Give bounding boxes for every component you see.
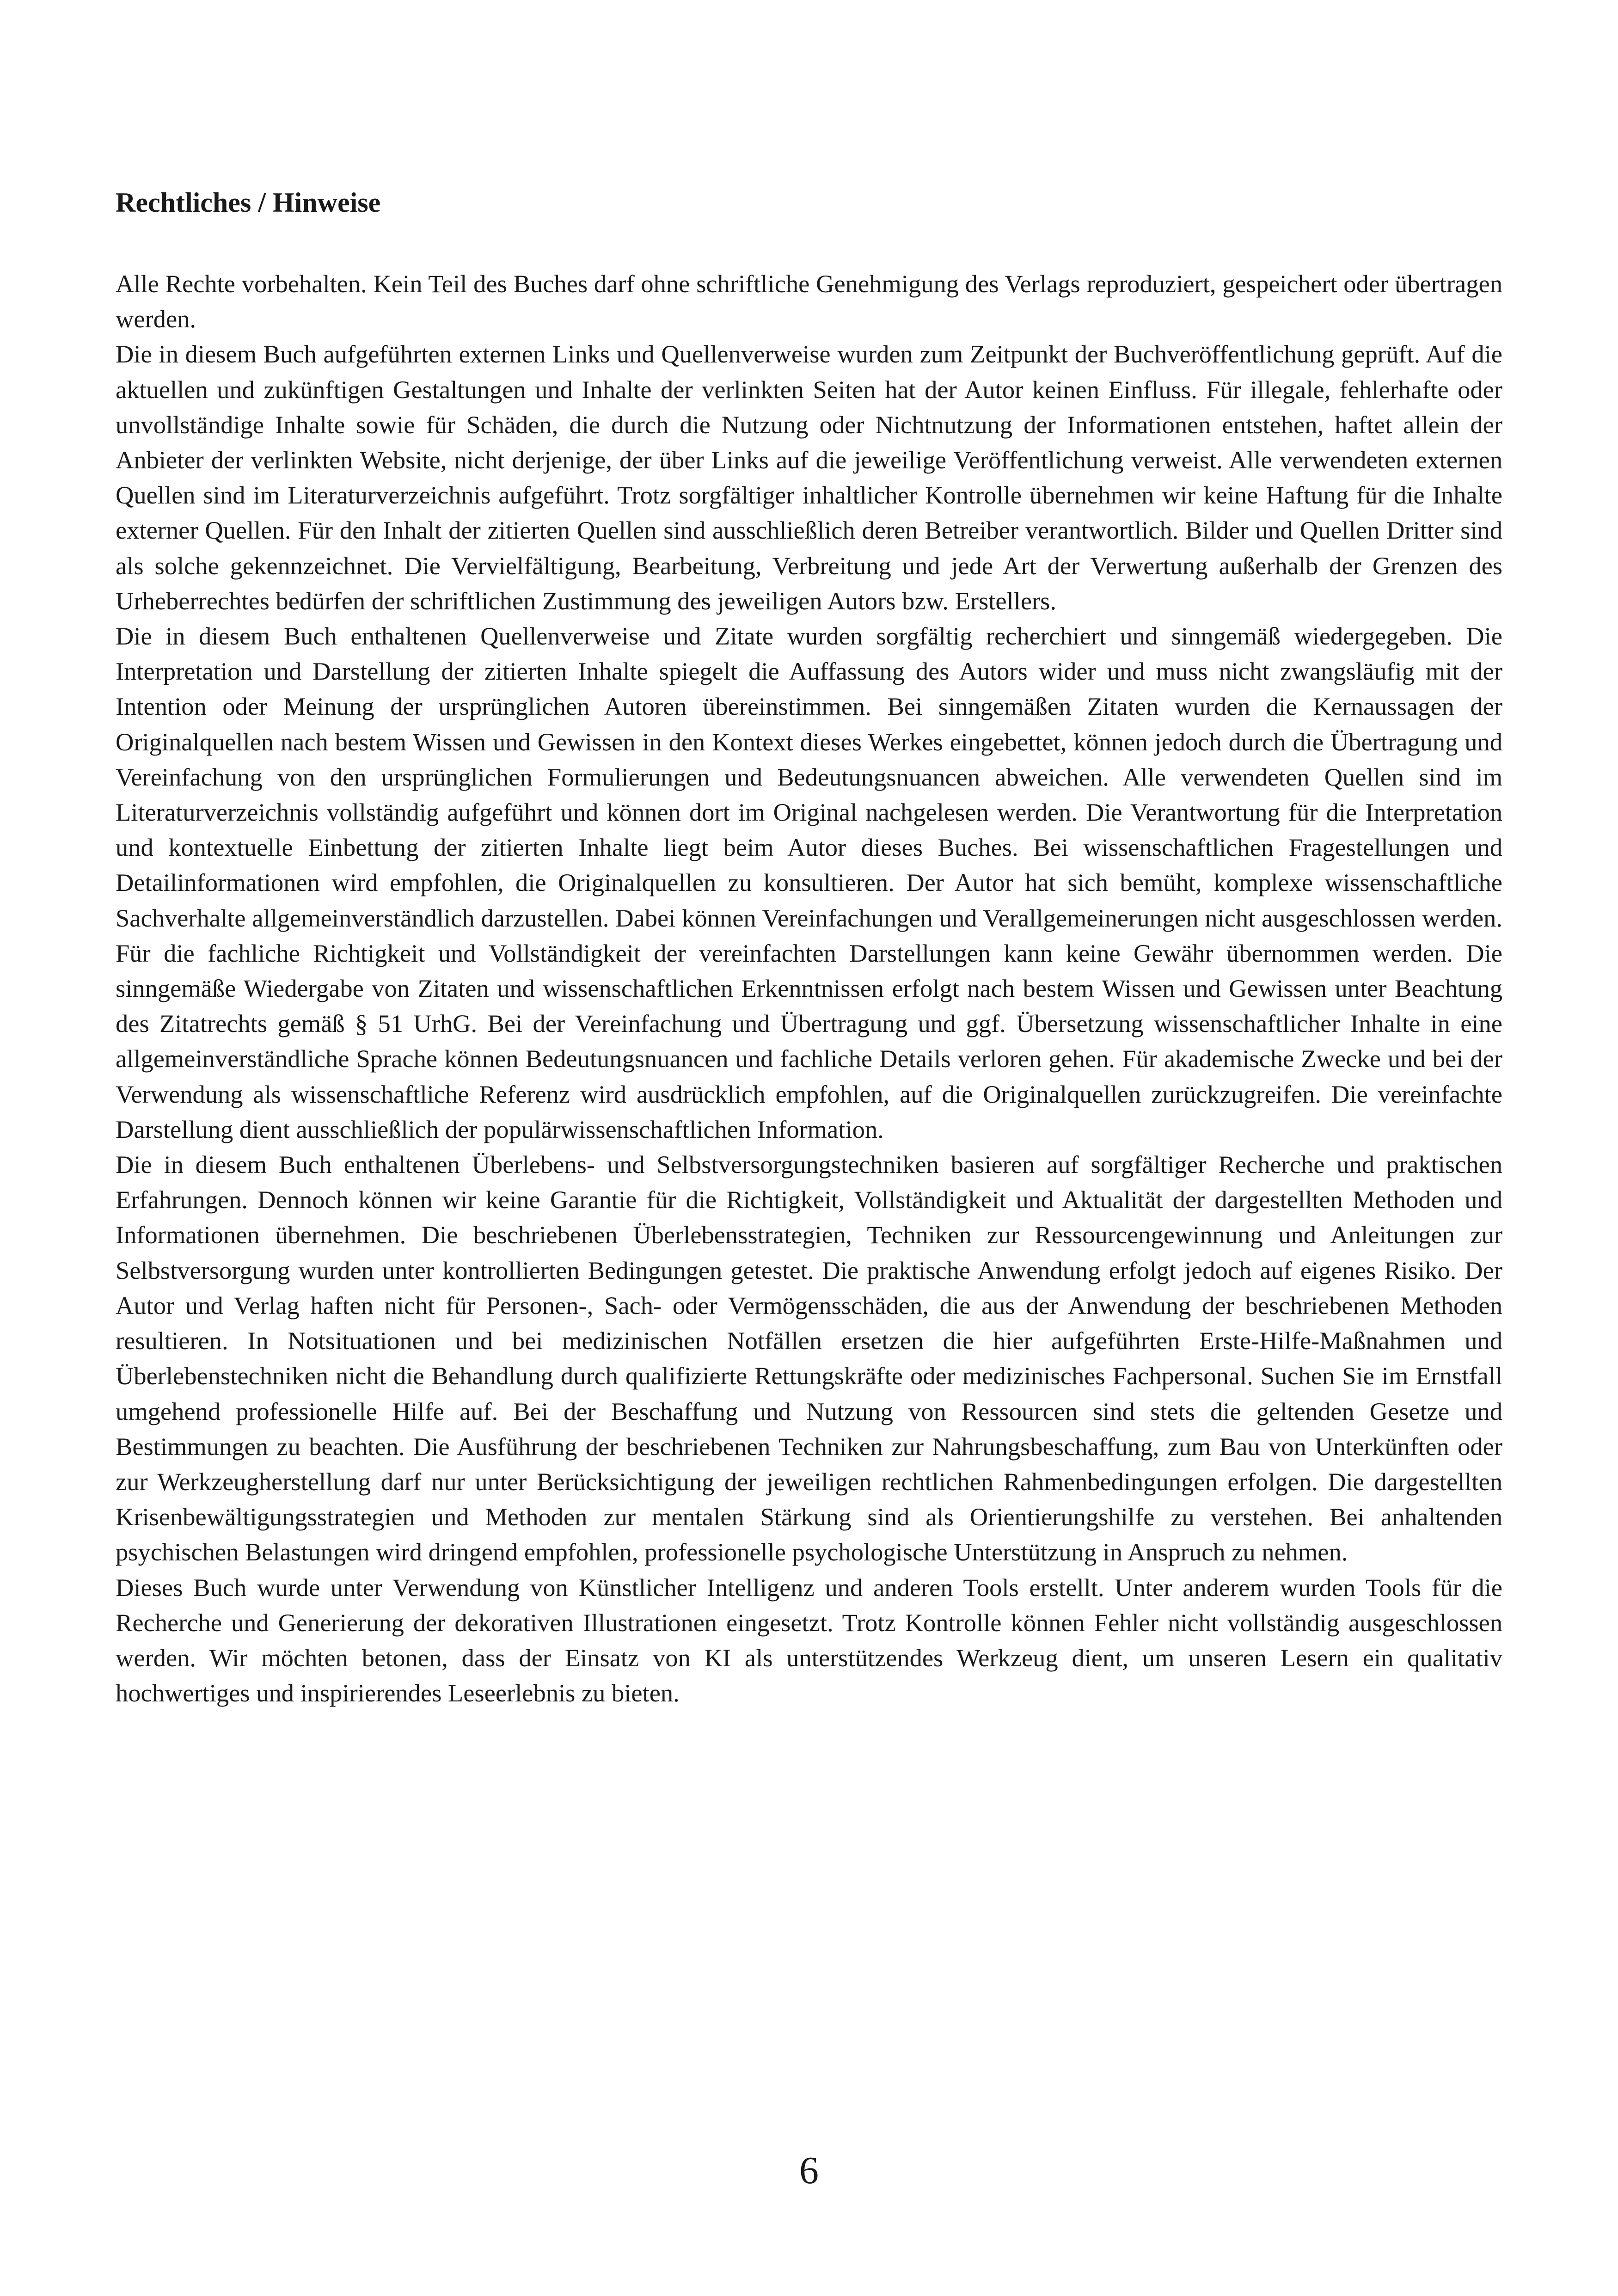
page-title: Rechtliches / Hinweise <box>116 187 381 218</box>
page-content <box>116 185 1502 1711</box>
paragraph-survival-disclaimer: Die in diesem Buch enthaltenen Überlebens- und Selbstversorgungstechniken basieren auf sorgfältiger Recherche und praktischen Erfahrungen. Dennoch können wir keine Garantie für die Richtigkeit, Vollständigkeit und Aktualität der dargestellten Methoden und Informationen übernehmen. Die beschriebenen Überlebensstrategien, Techniken zur Ressourcengewinnung und Anleitungen zur Selbstversorgung wurden unter kontrollierten Bedingungen getestet. Die praktische Anwendung erfolgt jedoch auf eigenes Risiko. Der Autor und Verlag haften nicht für Personen-, Sach- oder Vermögensschäden, die aus der Anwendung der beschriebenen Methoden resultieren. In Notsituationen und bei medizinischen Notfällen ersetzen die hier aufgeführten Erste-Hilfe-Maßnahmen und Überlebenstechniken nicht die Behandlung durch qualifizierte Rettungskräfte oder medizinisches Fachpersonal. Suchen Sie im Ernstfall umgehend professionelle Hilfe auf. Bei der Beschaffung und Nutzung von Ressourcen sind stets die geltenden Gesetze und Bestimmungen zu beachten. Die Ausführung der beschriebenen Techniken zur Nahrungsbeschaffung, zum Bau von Unterkünften oder zur Werkzeugherstellung darf nur unter Berücksichtigung der jeweiligen rechtlichen Rahmenbedingungen erfolgen. Die dargestellten Krisenbewältigungsstrategien und Methoden zur mentalen Stärkung sind als Orientierungshilfe zu verstehen. Bei anhaltenden psychischen Belastungen wird dringend empfohlen, professionelle psychologische Unterstützung in Anspruch zu nehmen. <box>116 1150 1502 1566</box>
paragraph-ai-notice: Dieses Buch wurde unter Verwendung von Künstlicher Intelligenz und anderen Tools erstellt. Unter anderem wurden Tools für die Recherche und Generierung der dekorativen Illustrationen eingesetzt. Trotz Kontrolle können Fehler nicht vollständig ausgeschlossen werden. Wir möchten betonen, dass der Einsatz von KI als unterstützendes Werkzeug dient, um unseren Lesern ein qualitativ hochwertiges und inspirierendes Leseerlebnis zu bieten. <box>116 1573 1502 1707</box>
paragraph-copyright: Alle Rechte vorbehalten. Kein Teil des Buches darf ohne schriftliche Genehmigung des Verlags reproduziert, gespeichert oder übertragen werden. <box>116 270 1502 333</box>
paragraph-citations: Die in diesem Buch enthaltenen Quellenverweise und Zitate wurden sorgfältig recherchiert und sinngemäß wiedergegeben. Die Interpretation und Darstellung der zitierten Inhalte spiegelt die Auffassung des Autors wider und muss nicht zwangsläufig mit der Intention oder Meinung der ursprünglichen Autoren übereinstimmen. Bei sinngemäßen Zitaten wurden die Kernaussagen der Originalquellen nach bestem Wissen und Gewissen in den Kontext dieses Werkes eingebettet, können jedoch durch die Übertragung und Vereinfachung von den ursprünglichen Formulierungen und Bedeutungsnuancen abweichen. Alle verwendeten Quellen sind im Literaturverzeichnis vollständig aufgeführt und können dort im Original nachgelesen werden. Die Verantwortung für die Interpretation und kontextuelle Einbettung der zitierten Inhalte liegt beim Autor dieses Buches. Bei wissenschaftlichen Fragestellungen und Detailinformationen wird empfohlen, die Originalquellen zu konsultieren. Der Autor hat sich bemüht, komplexe wissenschaftliche Sachverhalte allgemeinverständlich darzustellen. Dabei können Vereinfachungen und Verallgemeinerungen nicht ausgeschlossen werden. Für die fachliche Richtigkeit und Vollständigkeit der vereinfachten Darstellungen kann keine Gewähr übernommen werden. Die sinngemäße Wiedergabe von Zitaten und wissenschaftlichen Erkenntnissen erfolgt nach bestem Wissen und Gewissen unter Beachtung des Zitatrechts gemäß § 51 UrhG. Bei der Vereinfachung und Übertragung und ggf. Übersetzung wissenschaftlicher Inhalte in eine allgemeinverständliche Sprache können Bedeutungsnuancen und fachliche Details verloren gehen. Für akademische Zwecke und bei der Verwendung als wissenschaftliche Referenz wird ausdrücklich empfohlen, auf die Originalquellen zurückzugreifen. Die vereinfachte Darstellung dient ausschließlich der populärwissenschaftlichen Information. <box>116 622 1502 1143</box>
paragraph-external-links: Die in diesem Buch aufgeführten externen Links und Quellenverweise wurden zum Zeitpunkt der Buchveröffentlichung geprüft. Auf die aktuellen und zukünftigen Gestaltungen und Inhalte der verlinkten Seiten hat der Autor keinen Einfluss. Für illegale, fehlerhafte oder unvollständige Inhalte sowie für Schäden, die durch die Nutzung oder Nichtnutzung der Informationen entstehen, haftet allein der Anbieter der verlinkten Website, nicht derjenige, der über Links auf die jeweilige Veröffentlichung verweist. Alle verwendeten externen Quellen sind im Literaturverzeichnis aufgeführt. Trotz sorgfältiger inhaltlicher Kontrolle übernehmen wir keine Haftung für die Inhalte externer Quellen. Für den Inhalt der zitierten Quellen sind ausschließlich deren Betreiber verantwortlich. Bilder und Quellen Dritter sind als solche gekennzeichnet. Die Vervielfältigung, Bearbeitung, Verbreitung und jede Art der Verwertung außerhalb der Grenzen des Urheberrechtes bedürfen der schriftlichen Zustimmung des jeweiligen Autors bzw. Erstellers. <box>116 340 1502 615</box>
page-number: 6 <box>799 2149 819 2192</box>
